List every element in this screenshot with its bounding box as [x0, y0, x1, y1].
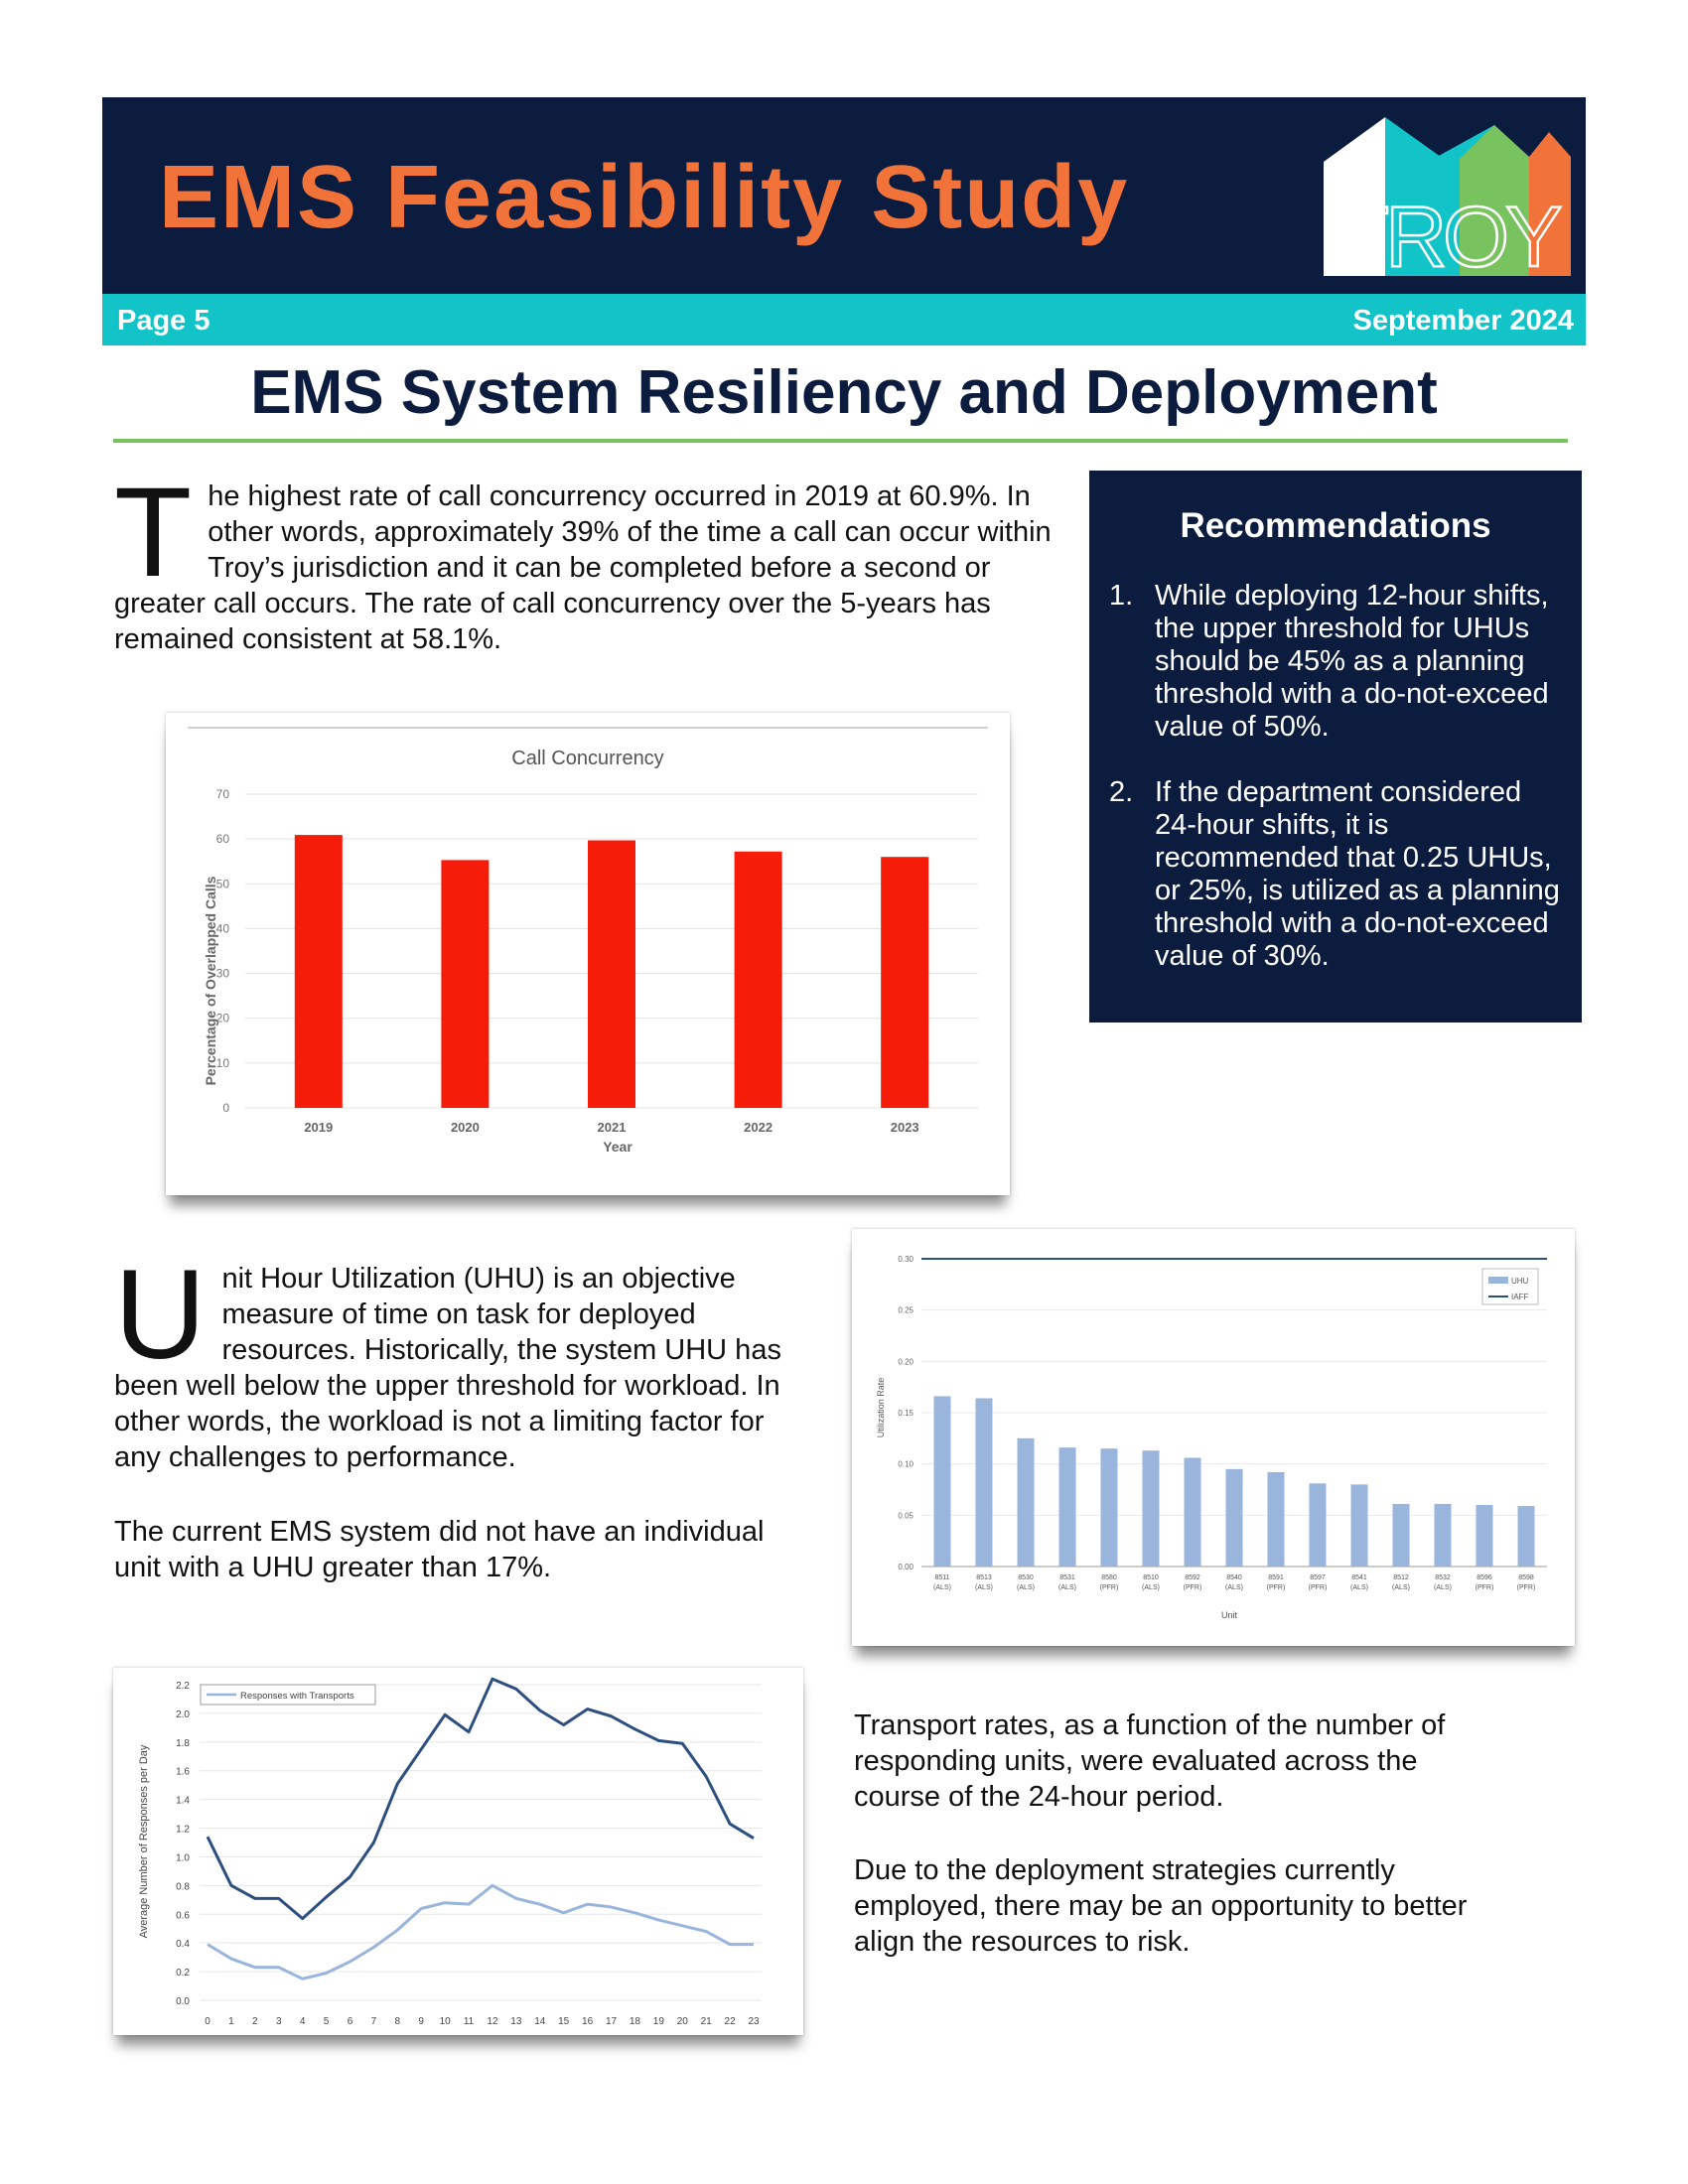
- x-tick-label: 2019: [304, 1120, 334, 1135]
- x-tick-label: 5: [323, 2016, 330, 2027]
- y-tick-label: 0.10: [898, 1459, 914, 1469]
- y-tick-label: 40: [215, 921, 229, 936]
- y-tick-label: 0.4: [176, 1939, 190, 1951]
- y-axis-label: Average Number of Responses per Day: [138, 1744, 150, 1939]
- y-tick-label: 0.8: [176, 1881, 190, 1893]
- x-tick-label: 23: [748, 2016, 760, 2027]
- x-tick-label-type: (PFR): [1475, 1584, 1494, 1591]
- bar-unit-12: [1435, 1504, 1452, 1567]
- y-tick-label: 2.2: [176, 1681, 190, 1692]
- recommendation-text: While deploying 12-hour shifts, the upper threshold for UHUs should be 45% as a planning threshold with a do-not-exceed value of 50%.: [1155, 580, 1549, 743]
- transports-line-chart: [113, 1668, 803, 2035]
- x-tick-label: 6: [347, 2016, 353, 2027]
- y-tick-label: 0.05: [898, 1511, 914, 1521]
- x-tick-label-unit: 8580: [1101, 1574, 1117, 1581]
- y-tick-label: 2.0: [176, 1708, 190, 1720]
- bar-unit-14: [1518, 1506, 1535, 1567]
- uhu-dropcap: U: [114, 1244, 207, 1386]
- y-tick-label: 1.6: [176, 1766, 190, 1778]
- y-tick-label: 20: [215, 1011, 229, 1025]
- y-axis-label: Percentage of Overlapped Calls: [203, 876, 218, 1086]
- x-axis-label: Year: [603, 1139, 633, 1155]
- y-tick-label: 0: [222, 1101, 229, 1115]
- x-tick-label: 10: [439, 2016, 451, 2027]
- y-tick-label: 0.00: [898, 1563, 914, 1571]
- recommendation-item: [1109, 580, 1566, 744]
- x-tick-label: 16: [582, 2016, 594, 2027]
- call-concurrency-chart: [166, 713, 1010, 1195]
- x-tick-label-type: (ALS): [975, 1584, 993, 1591]
- x-tick-label: 17: [605, 2016, 618, 2027]
- deployment-paragraph: Due to the deployment strategies currently employed, there may be an opportunity to better align the resources to risk.: [854, 1854, 1468, 1958]
- x-tick-label: 19: [652, 2016, 664, 2027]
- x-tick-label: 1: [228, 2016, 234, 2027]
- x-tick-label: 22: [724, 2016, 736, 2027]
- legend-swatch-uhu: [1488, 1277, 1508, 1284]
- bar-unit-10: [1351, 1484, 1368, 1567]
- legend-label-iaff: IAFF: [1511, 1293, 1529, 1301]
- x-tick-label: 2021: [597, 1120, 627, 1135]
- series-line-0: [208, 1679, 754, 1918]
- x-tick-label-unit: 8540: [1226, 1574, 1242, 1581]
- x-tick-label-unit: 8532: [1435, 1574, 1451, 1581]
- y-axis-label: Utilization Rate: [876, 1377, 886, 1438]
- bar-unit-9: [1310, 1483, 1327, 1567]
- x-tick-label: 20: [676, 2016, 688, 2027]
- bar-2020: [441, 860, 489, 1108]
- x-tick-label-unit: 8510: [1143, 1574, 1159, 1581]
- bar-unit-6: [1185, 1457, 1201, 1567]
- section-title: EMS System Resiliency and Deployment: [250, 358, 1438, 427]
- x-tick-label-type: (PFR): [1308, 1584, 1328, 1591]
- bar-unit-0: [934, 1396, 951, 1567]
- bar-unit-11: [1393, 1504, 1410, 1567]
- chart-title: Call Concurrency: [511, 748, 664, 769]
- logo-text: TROY: [1336, 190, 1559, 276]
- x-tick-label-type: (PFR): [1183, 1584, 1202, 1591]
- x-tick-label-unit: 8513: [976, 1574, 992, 1581]
- y-tick-label: 0.2: [176, 1968, 190, 1979]
- x-tick-label: 11: [463, 2016, 475, 2027]
- y-tick-label: 0.20: [898, 1357, 914, 1367]
- x-tick-label-type: (ALS): [1017, 1584, 1035, 1591]
- troy-logo: [1321, 117, 1574, 276]
- x-tick-label-type: (ALS): [1225, 1584, 1243, 1591]
- x-tick-label: 21: [700, 2016, 712, 2027]
- uhu-chart: [852, 1229, 1575, 1646]
- issue-date: September 2024: [1352, 305, 1574, 337]
- y-tick-label: 50: [215, 877, 229, 891]
- legend-label: Responses with Transports: [240, 1691, 354, 1702]
- series-line-1: [208, 1885, 754, 1979]
- x-tick-label: 13: [510, 2016, 522, 2027]
- x-tick-label: 14: [534, 2016, 546, 2027]
- x-tick-label: 0: [205, 2016, 211, 2027]
- x-tick-label-unit: 8591: [1268, 1574, 1284, 1581]
- intro-paragraph: [114, 462, 1053, 657]
- bar-2022: [735, 852, 782, 1108]
- y-tick-label: 10: [215, 1055, 229, 1070]
- recommendation-number: 2.: [1109, 776, 1134, 808]
- y-tick-label: 0.6: [176, 1910, 190, 1922]
- x-tick-label-type: (ALS): [1434, 1584, 1452, 1591]
- x-tick-label-type: (ALS): [1350, 1584, 1368, 1591]
- bar-unit-2: [1018, 1438, 1035, 1567]
- y-tick-label: 1.8: [176, 1737, 190, 1749]
- x-tick-label: 8: [394, 2016, 401, 2027]
- x-tick-label-unit: 8541: [1351, 1574, 1367, 1581]
- y-tick-label: 1.2: [176, 1824, 190, 1836]
- bar-unit-7: [1226, 1469, 1243, 1567]
- recommendation-text: If the department considered 24-hour shifts, it is recommended that 0.25 UHUs, or 25%, is utilized as a planning threshold with a do-not-exceed value of 30%.: [1155, 776, 1560, 972]
- x-tick-label-type: (ALS): [1058, 1584, 1076, 1591]
- y-tick-label: 1.0: [176, 1852, 190, 1864]
- y-tick-label: 70: [215, 787, 229, 801]
- x-tick-label-type: (PFR): [1099, 1584, 1119, 1591]
- bar-2019: [295, 835, 343, 1108]
- recommendation-item: [1109, 776, 1566, 973]
- uhu-paragraph-2: The current EMS system did not have an individual unit with a UHU greater than 17%.: [114, 1516, 765, 1583]
- x-tick-label: 3: [275, 2016, 282, 2027]
- bar-unit-4: [1101, 1448, 1118, 1567]
- recommendations-list: [1109, 580, 1566, 1006]
- bar-unit-1: [976, 1399, 993, 1567]
- x-tick-label: 2022: [744, 1120, 774, 1135]
- x-tick-label-type: (PFR): [1266, 1584, 1286, 1591]
- call-concurrency-chart-card: [166, 713, 1010, 1195]
- legend-box: [1482, 1269, 1538, 1304]
- intro-text: he highest rate of call concurrency occurred in 2019 at 60.9%. In other words, approximately 39% of the time a call can occur within Troy’s jurisdiction and it can be completed before a second or greater call occurs. The rate of call concurrency over the 5-years has remained consistent at 58.1%.: [114, 480, 1052, 655]
- transport-paragraph: Transport rates, as a function of the number of responding units, were evaluated across the course of the 24-hour period.: [854, 1709, 1446, 1813]
- bar-2021: [588, 840, 635, 1108]
- uhu-chart-card: [852, 1229, 1575, 1646]
- uhu-text: nit Hour Utilization (UHU) is an objective measure of time on task for deployed resources. Historically, the system UHU has been well below the upper threshold for workload. In other words, the workload is not a limiting factor for any challenges to performance.: [114, 1263, 781, 1473]
- x-tick-label: 12: [487, 2016, 498, 2027]
- x-axis-label: Unit: [1220, 1610, 1238, 1620]
- x-tick-label-unit: 8596: [1477, 1574, 1492, 1581]
- bar-unit-3: [1059, 1447, 1076, 1567]
- bar-unit-8: [1268, 1472, 1285, 1567]
- x-tick-label: 18: [629, 2016, 640, 2027]
- x-tick-label: 9: [418, 2016, 424, 2027]
- x-tick-label: 2023: [890, 1120, 919, 1135]
- y-tick-label: 0.25: [898, 1305, 914, 1315]
- x-tick-label-type: (PFR): [1516, 1584, 1536, 1591]
- y-tick-label: 60: [215, 832, 229, 847]
- x-tick-label: 2: [252, 2016, 258, 2027]
- bar-unit-5: [1143, 1450, 1160, 1567]
- y-tick-label: 0.0: [176, 1996, 190, 2007]
- x-tick-label-unit: 8531: [1059, 1574, 1075, 1581]
- x-tick-label-unit: 8512: [1393, 1574, 1409, 1581]
- x-tick-label-unit: 8530: [1018, 1574, 1034, 1581]
- x-tick-label-type: (ALS): [1142, 1584, 1160, 1591]
- uhu-paragraph: [114, 1244, 809, 1475]
- x-tick-label: 2020: [450, 1120, 480, 1135]
- x-tick-label-unit: 8511: [934, 1574, 950, 1581]
- recommendations-box: [1089, 471, 1582, 1023]
- y-tick-label: 1.4: [176, 1795, 190, 1807]
- x-tick-label: 15: [558, 2016, 570, 2027]
- y-tick-label: 30: [215, 966, 229, 981]
- recommendation-number: 1.: [1109, 580, 1134, 612]
- page-number: Page 5: [117, 305, 211, 337]
- intro-dropcap: T: [114, 462, 193, 604]
- x-tick-label: 4: [299, 2016, 306, 2027]
- x-tick-label: 7: [370, 2016, 377, 2027]
- document-title: EMS Feasibility Study: [159, 148, 1130, 247]
- x-tick-label-type: (ALS): [933, 1584, 951, 1591]
- transports-chart-card: [113, 1668, 803, 2035]
- legend-label-uhu: UHU: [1511, 1277, 1529, 1286]
- title-divider: [113, 439, 1568, 443]
- x-tick-label-unit: 8597: [1310, 1574, 1326, 1581]
- x-tick-label-unit: 8592: [1185, 1574, 1200, 1581]
- y-tick-label: 0.15: [898, 1409, 914, 1418]
- x-tick-label-unit: 8598: [1518, 1574, 1534, 1581]
- y-tick-label: 0.30: [898, 1255, 914, 1264]
- bar-2023: [881, 857, 928, 1108]
- bar-unit-13: [1477, 1505, 1493, 1567]
- x-tick-label-type: (ALS): [1392, 1584, 1410, 1591]
- recommendations-title: Recommendations: [1180, 506, 1491, 545]
